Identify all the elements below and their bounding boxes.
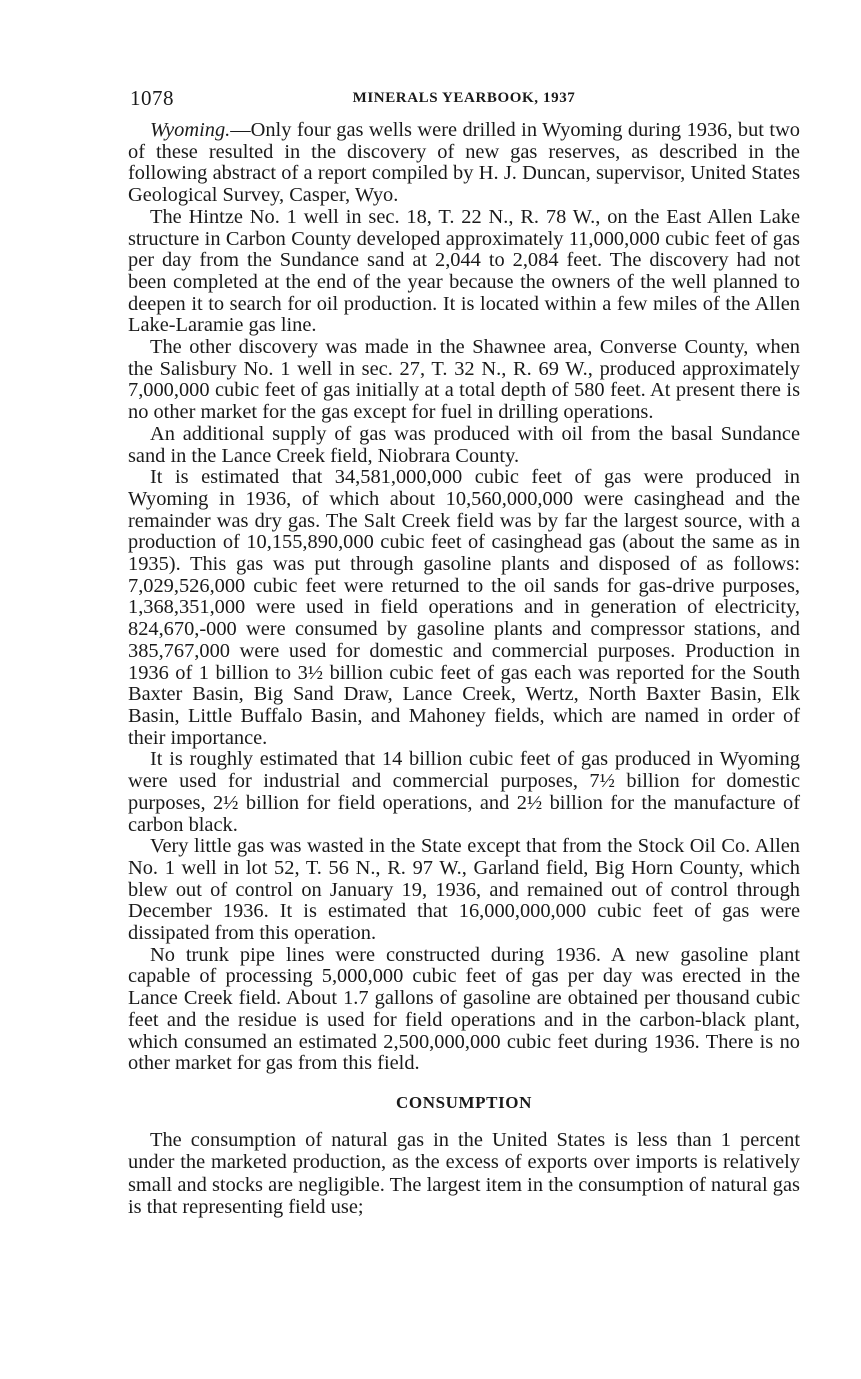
paragraph-pipe-lines: No trunk pipe lines were constructed during 1936. A new gasoline plant capable of processing 5,000,000 cubic feet of gas per day was erected in the Lance Creek field. About 1.7 gallons of gasoline are obtained per thousand cubic feet and the residue is used for field operations and in the carbon-black plant, which consumed an estimated 2,500,000,000 cubic feet during 1936. There is no other market for gas from this field. xyxy=(128,943,800,1075)
section-heading-consumption: CONSUMPTION xyxy=(396,1092,532,1112)
document-page xyxy=(128,86,800,1219)
paragraph-gas-wasted: Very little gas was wasted in the State except that from the Stock Oil Co. Allen No. 1 well in lot 52, T. 56 N., R. 97 W., Garland field, Big Horn County, which blew out of control on January 19, 1936, and remained out of control through December 1936. It is estimated that 16,000,000,000 cubic feet of gas were dissipated from this operation. xyxy=(128,835,800,945)
page-number: 1078 xyxy=(130,86,174,110)
wyoming-section xyxy=(128,120,800,1075)
paragraph-usage-estimate: It is roughly estimated that 14 billion cubic feet of gas produced in Wyoming were used for industrial and commercial purposes, 7½ billion for domestic purposes, 2½ billion for field operations, and 2½ billion for the manufacture of carbon black. xyxy=(128,748,800,836)
paragraph-wyoming-intro xyxy=(128,120,800,207)
paragraph-text: —Only four gas wells were drilled in Wyoming during 1936, but two of these resulted in the discovery of new gas reserves, as described in the following abstract of a report compiled by H. J. Duncan, supervisor, United States Geological Survey, Casper, Wyo. xyxy=(128,119,800,207)
paragraph-shawnee-discovery: The other discovery was made in the Shawnee area, Converse County, when the Salisbury No. 1 well in sec. 27, T. 32 N., R. 69 W., produced approximately 7,000,000 cubic feet of gas initially at a total depth of 580 feet. At present there is no other market for the gas except for fuel in drilling operations. xyxy=(128,336,800,424)
paragraph-production-estimate: It is estimated that 34,581,000,000 cubic feet of gas were produced in Wyoming in 1936, of which about 10,560,000,000 were casinghead and the remainder was dry gas. The Salt Creek field was by far the largest source, with a production of 10,155,890,000 cubic feet of casinghead gas (about the same as in 1935). This gas was put through gasoline plants and disposed of as follows: 7,029,526,000 cubic feet were returned to the oil sands for gas-drive purposes, 1,368,351,000 were used in field operations and in generation of electricity, 824,670,-000 were consumed by gasoline plants and compressor stations, and 385,767,000 were used for domestic and commercial purposes. Production in 1936 of 1 billion to 3½ billion cubic feet of gas each was reported for the South Baxter Basin, Big Sand Draw, Lance Creek, Wertz, North Baxter Basin, Elk Basin, Little Buffalo Basin, and Mahoney fields, which are named in order of their importance. xyxy=(128,466,800,749)
consumption-section xyxy=(128,1129,800,1219)
paragraph-lead-word: Wyoming. xyxy=(150,119,231,141)
paragraph-hintze-well: The Hintze No. 1 well in sec. 18, T. 22 N., R. 78 W., on the East Allen Lake structure in Carbon County developed approximately 11,000,000 cubic feet of gas per day from the Sundance sand at 2,044 to 2,084 feet. The discovery had not been completed at the end of the year because the owners of the well planned to deepen it to search for oil production. It is located within a few miles of the Allen Lake-Laramie gas line. xyxy=(128,205,800,337)
paragraph-lance-creek-supply: An additional supply of gas was produced with oil from the basal Sundance sand in the Lance Creek field, Niobrara County. xyxy=(128,422,800,467)
running-title: MINERALS YEARBOOK, 1937 xyxy=(352,90,576,106)
paragraph-consumption: The consumption of natural gas in the United States is less than 1 percent under the marketed production, as the excess of exports over imports is relatively small and stocks are negligible. The largest item in the consumption of natural gas is that representing field use; xyxy=(128,1128,800,1219)
page-header xyxy=(128,86,800,120)
